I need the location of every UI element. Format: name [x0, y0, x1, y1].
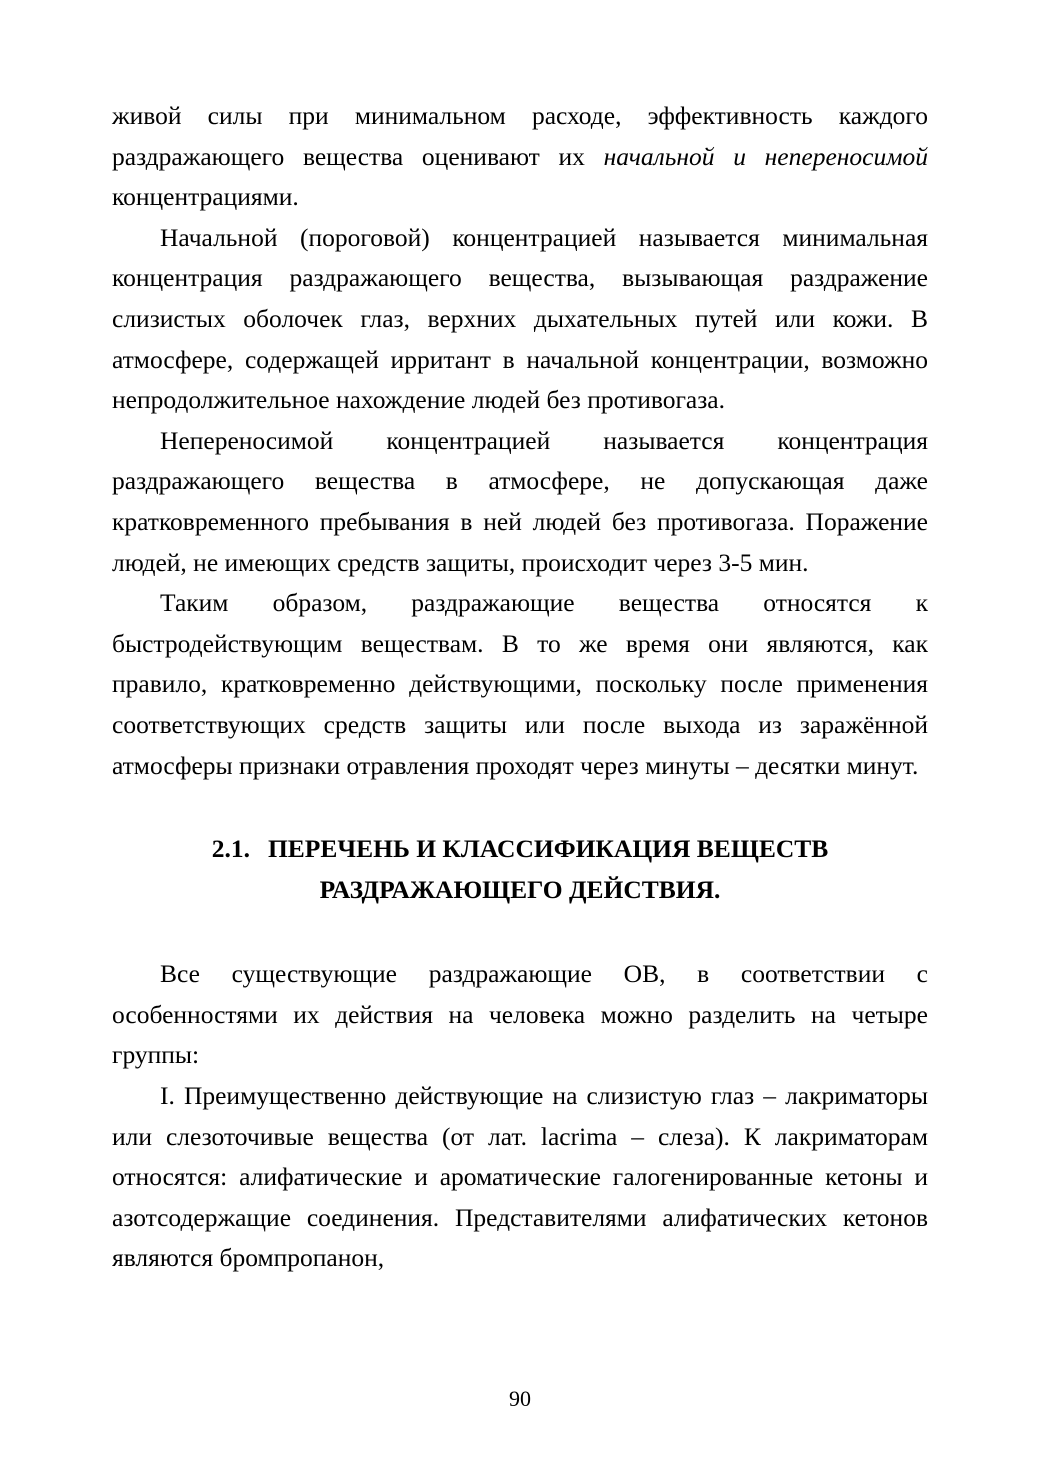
paragraph-1: [112, 96, 928, 218]
paragraph-5: Все существующие раздражающие ОВ, в соответствии с особенностями их действия на человека можно разделить на четыре группы:: [112, 959, 928, 1070]
section-heading-line-1: [112, 829, 928, 870]
page-body: [112, 96, 928, 1279]
paragraph-1-italic: начальной и непереносимой: [603, 141, 929, 171]
section-title-line-1: ПЕРЕЧЕНЬ И КЛАССИФИКАЦИЯ ВЕЩЕСТВ: [267, 834, 829, 864]
paragraph-2: Начальной (пороговой) концентрацией называется минимальная концентрация раздражающего вещества, вызывающая раздражение слизистых оболочек глаз, верхних дыхательных путей или кожи. В атмосфере, содержащей ирритант в начальной концентрации, возможно непродолжительное нахождение людей без противогаза.: [112, 222, 928, 415]
paragraph-3: Непереносимой концентрацией называется концентрация раздражающего вещества в атмосфере, не допускающая даже кратковременного пребывания в ней людей без противогаза. Поражение людей, не имеющих средств защиты, происходит через 3-5 мин.: [112, 425, 928, 577]
paragraph-4: Таким образом, раздражающие вещества относятся к быстродействующим веществам. В то же время они являются, как правило, кратковременно действующими, поскольку после применения соответствующих средств защиты или после выхода из заражённой атмосферы признаки отравления проходят через минуты – десятки минут.: [112, 588, 928, 780]
section-title-line-2: РАЗДРАЖАЮЩЕГО ДЕЙСТВИЯ.: [319, 874, 721, 904]
section-heading: [112, 829, 928, 910]
section-number: 2.1.: [211, 834, 250, 864]
paragraph-1-text-b: концентрациями.: [112, 182, 299, 212]
section-heading-line-2: [112, 870, 928, 911]
paragraph-6: I. Преимущественно действующие на слизистую глаз – лакриматоры или слезоточивые вещества (от лат. lacrima – слеза). К лакриматорам относятся: алифатические и ароматические галогенированные кетоны и азотсодержащие соединения. Представителями алифатических кетонов являются бромпропанон,: [112, 1081, 928, 1273]
paragraph-1-text-a: живой силы при минимальном расходе, эффективность каждого раздражающего вещества оценивают их: [112, 101, 928, 171]
page-number: 90: [509, 1386, 531, 1411]
